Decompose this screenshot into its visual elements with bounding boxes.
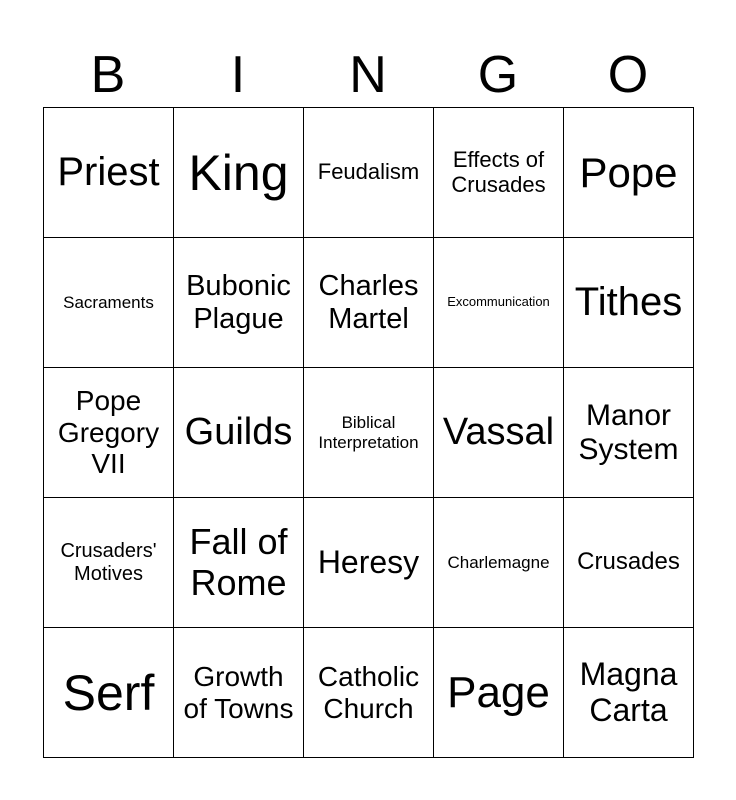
- bingo-cell[interactable]: [173, 367, 303, 497]
- bingo-cell[interactable]: [433, 497, 563, 627]
- cell-label: Serf: [62, 664, 155, 721]
- cell-label: Feudalism: [317, 159, 420, 185]
- cell-label: Fall of Rome: [189, 521, 288, 603]
- cell-label: Priest: [57, 150, 160, 195]
- bingo-cell[interactable]: [303, 237, 433, 367]
- bingo-cell[interactable]: [173, 627, 303, 757]
- bingo-cell[interactable]: [563, 497, 693, 627]
- cell-label: Effects of Crusades: [451, 146, 546, 197]
- cell-label: Excommunication: [447, 294, 550, 310]
- bingo-cell[interactable]: [303, 627, 433, 757]
- bingo-cell[interactable]: [43, 367, 173, 497]
- cell-label: Pope: [579, 148, 678, 196]
- bingo-cell[interactable]: [303, 497, 433, 627]
- cell-label: Heresy: [317, 543, 420, 580]
- header-letter-n: N: [349, 46, 387, 104]
- bingo-cell[interactable]: [433, 367, 563, 497]
- bingo-cell[interactable]: [173, 107, 303, 237]
- bingo-cell[interactable]: [433, 237, 563, 367]
- cell-label: Charles Martel: [318, 270, 419, 335]
- cell-label: Crusades: [577, 548, 680, 576]
- bingo-cell[interactable]: [173, 497, 303, 627]
- bingo-cell[interactable]: [43, 497, 173, 627]
- bingo-cell[interactable]: [563, 627, 693, 757]
- cell-label: Page: [447, 667, 550, 717]
- cell-label: Crusaders' Motives: [60, 540, 157, 585]
- header-letter-o: O: [607, 46, 649, 104]
- header-letter-i: I: [230, 46, 246, 104]
- header-letter-g: G: [477, 46, 519, 104]
- bingo-cell[interactable]: [43, 107, 173, 237]
- cell-label: Sacraments: [63, 292, 154, 312]
- cell-label: Biblical Interpretation: [318, 413, 419, 452]
- bingo-cell[interactable]: [173, 237, 303, 367]
- bingo-cell[interactable]: [563, 237, 693, 367]
- header-letter-b: B: [90, 46, 126, 104]
- cell-label: Growth of Towns: [183, 661, 294, 724]
- cell-label: Magna Carta: [579, 655, 678, 728]
- cell-label: King: [188, 144, 289, 201]
- cell-label: Guilds: [184, 411, 293, 454]
- cell-label: Catholic Church: [317, 661, 420, 724]
- cell-label: Tithes: [574, 280, 683, 325]
- cell-label: Bubonic Plague: [186, 270, 291, 335]
- bingo-cell[interactable]: [43, 237, 173, 367]
- cell-label: Manor System: [578, 398, 679, 466]
- cell-label: Vassal: [442, 411, 555, 454]
- bingo-cell[interactable]: [563, 107, 693, 237]
- bingo-card-grid: [43, 107, 694, 758]
- bingo-cell[interactable]: [303, 367, 433, 497]
- cell-label: Charlemagne: [447, 552, 550, 572]
- cell-label: Pope Gregory VII: [57, 385, 160, 480]
- bingo-cell[interactable]: [433, 107, 563, 237]
- bingo-cell[interactable]: [43, 627, 173, 757]
- bingo-cell[interactable]: [563, 367, 693, 497]
- bingo-header: [43, 42, 693, 108]
- bingo-cell[interactable]: [303, 107, 433, 237]
- bingo-cell[interactable]: [433, 627, 563, 757]
